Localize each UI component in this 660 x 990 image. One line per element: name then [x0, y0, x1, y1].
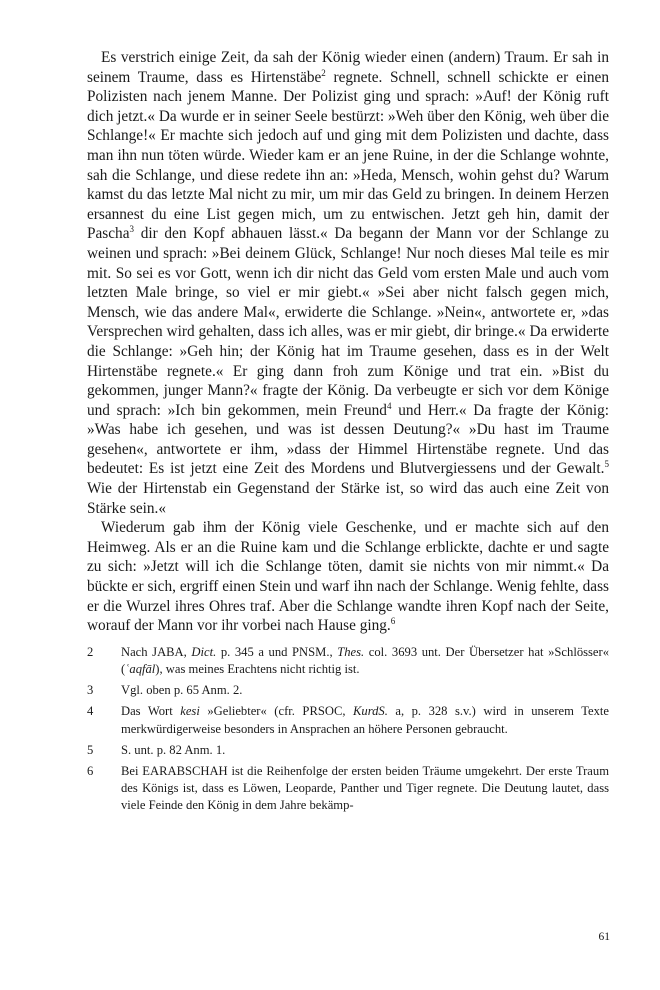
footnote [87, 742, 609, 759]
footnote-number: 5 [87, 742, 94, 757]
footnote-ref-5: 5 [604, 459, 609, 470]
footnote [87, 703, 609, 737]
text-run: Wiederum gab ihm der König viele Geschenke, und er machte sich auf den Heimweg. Als er an die Ruine kam und die Schlange erblickte, dachte er und sagte zu sich: »Jetzt will ich die Schlange töten, damit sie nichts von mir nimmt.« Da bückte er sich, ergriff einen Stein und warf ihn nach der Schlange. Wenig fehlte, dass er die Wurzel ihres Ohres traf. Aber die Schlange wandte ihren Kopf nach der Seite, worauf der Mann vor ihr vorbei nach Hause ging. [87, 519, 609, 635]
footnote-ref-3: 3 [129, 224, 134, 235]
footnote-text: Nach JABA, Dict. p. 345 a und PNSM., Thes. col. 3693 unt. Der Übersetzer hat »Schlösser« (ʿaqfāl), was meines Erachtens nicht richtig ist. [121, 644, 610, 677]
footnotes [87, 644, 609, 815]
footnote-text: Bei EARABSCHAH ist die Reihenfolge der ersten beiden Träume umgekehrt. Der erste Traum des Königs ist, dass es Löwen, Leoparde, Panther und Tiger regnete. Die Deutung lautet, dass viele Feinde den König in dem Jahre bekämp- [121, 764, 609, 813]
page-content [87, 48, 609, 819]
page-number: 61 [598, 931, 610, 943]
footnote-text: Vgl. oben p. 65 Anm. 2. [121, 683, 243, 698]
text-run: und Herr.« Da fragte der König: »Was habe ich gesehen, und was ist dessen Deutung?« »Du hast im Traume gesehen«, antwortete er ihm, »dass der Himmel Hirtenstäbe regnete. Und das bedeutet: Es ist jetzt eine Zeit des Mordens und Blutvergiessens und der Gewalt. [87, 401, 609, 478]
footnote-number: 6 [87, 764, 94, 779]
text-run: dir den Kopf abhauen lässt.« Da begann der Mann vor der Schlange zu weinen und sprach: »Bei deinem Glück, Schlange! Nur noch dieses Mal teile es mir mit. So sei es vor Gott, wenn ich dir nicht das Geld vom ersten Male und auch vom letzten Male bringe, so viel er mir giebt.« »Sei aber nicht falsch gegen mich, Mensch, wie das andere Mal«, erwiderte die Schlange. »Nein«, antwortete er, »das Versprechen wird gehalten, dass ich alles, was er mir giebt, dir bringe.« Da erwiderte die Schlange: »Geh hin; der König hat im Traume gesehen, dass es in der Welt Hirtenstäbe regnete.« Er ging dann froh zum Könige und trat ein. »Bist du gekommen, junger Mann?« fragte der König. Da verbeugte er sich vor dem Könige und sprach: »Ich bin gekommen, mein Freund [87, 225, 609, 419]
footnote-number: 3 [87, 683, 94, 698]
footnote-ref-2: 2 [321, 67, 326, 78]
main-text [87, 48, 609, 636]
paragraph-2 [87, 518, 609, 636]
footnote-number: 2 [87, 644, 94, 659]
footnote-ref-4: 4 [386, 400, 392, 411]
text-run: regnete. Schnell, schnell schickte er einen Polizisten nach jenem Manne. Der Polizist ging und sprach: »Auf! der König ruft dich jetzt.« Da wurde er in seiner Seele bestürzt: »Weh über den König, weh über die Schlange!« Er machte sich jedoch auf und ging mit dem Polizisten und dachte, dass man ihn nun töten würde. Wieder kam er an jene Ruine, in der die Schlange wohnte, sah die Schlange, und diese redete ihn an: »Heda, Mensch, wohin gehst du? Warum kamst du das letzte Mal nicht zu mir, um mir das Geld zu bringen. In deinem Herzen ersannest du eine List gegen mich, um zu entwischen. Jetzt geh hin, damit der Pascha [87, 68, 609, 243]
footnote-text: Das Wort kesi »Geliebter« (cfr. PRSOC, KurdS. a, p. 328 s.v.) wird in unserem Texte merkwürdigerweise besonders in Ansprachen an höhere Personen gebraucht. [121, 704, 609, 736]
paragraph-1 [87, 48, 609, 518]
text-run: Wie der Hirtenstab ein Gegenstand der Stärke ist, so wird das auch eine Zeit von Stärke sein.« [87, 480, 609, 517]
footnote-ref-6: 6 [390, 616, 396, 627]
footnote [87, 682, 609, 699]
footnote-text: S. unt. p. 82 Anm. 1. [121, 742, 226, 757]
footnote [87, 763, 609, 815]
footnote [87, 644, 609, 678]
text-run: Es verstrich einige Zeit, da sah der König wieder einen (andern) Traum. Er sah in seinem Traume, dass es Hirtenstäbe [87, 49, 609, 86]
footnote-number: 4 [87, 704, 94, 719]
